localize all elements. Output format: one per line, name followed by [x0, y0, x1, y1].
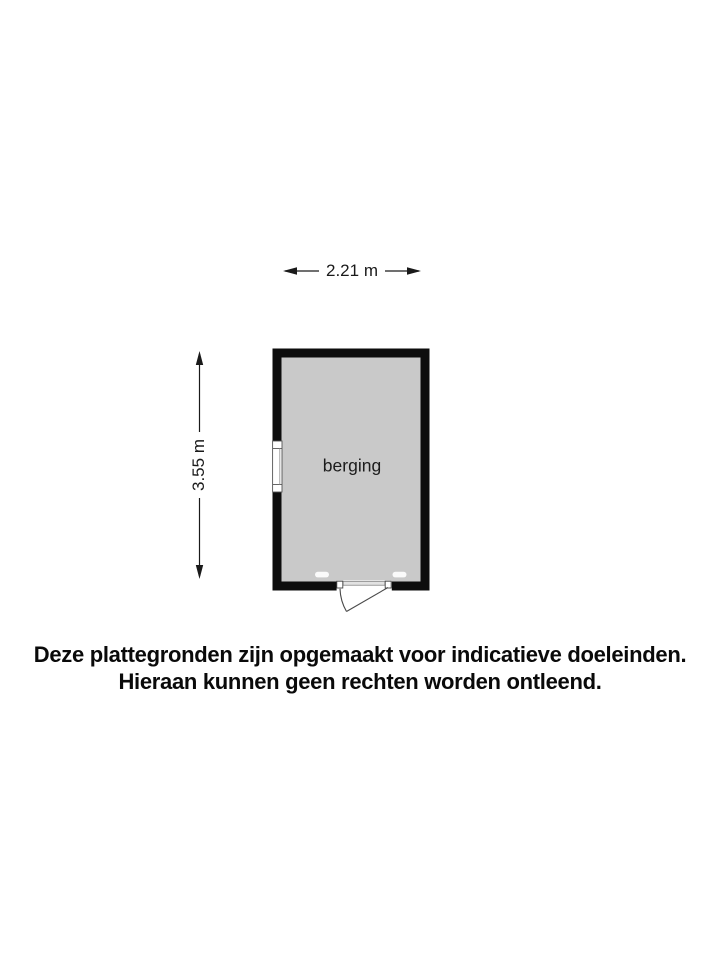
- room-name-label: berging: [322, 455, 382, 476]
- disclaimer-line-2: Hieraan kunnen geen rechten worden ontleend.: [118, 668, 602, 694]
- disclaimer: [0, 642, 720, 695]
- window-icon: [273, 441, 282, 492]
- disclaimer-line-1: Deze plattegronden zijn opgemaakt voor indicatieve doeleinden.: [33, 642, 687, 667]
- door-icon: [337, 581, 392, 612]
- height-dimension-label: 3.55 m: [189, 432, 209, 498]
- width-dimension-label: 2.21 m: [319, 261, 385, 281]
- threshold-mark-left: [315, 572, 329, 578]
- threshold-mark-right: [393, 572, 407, 578]
